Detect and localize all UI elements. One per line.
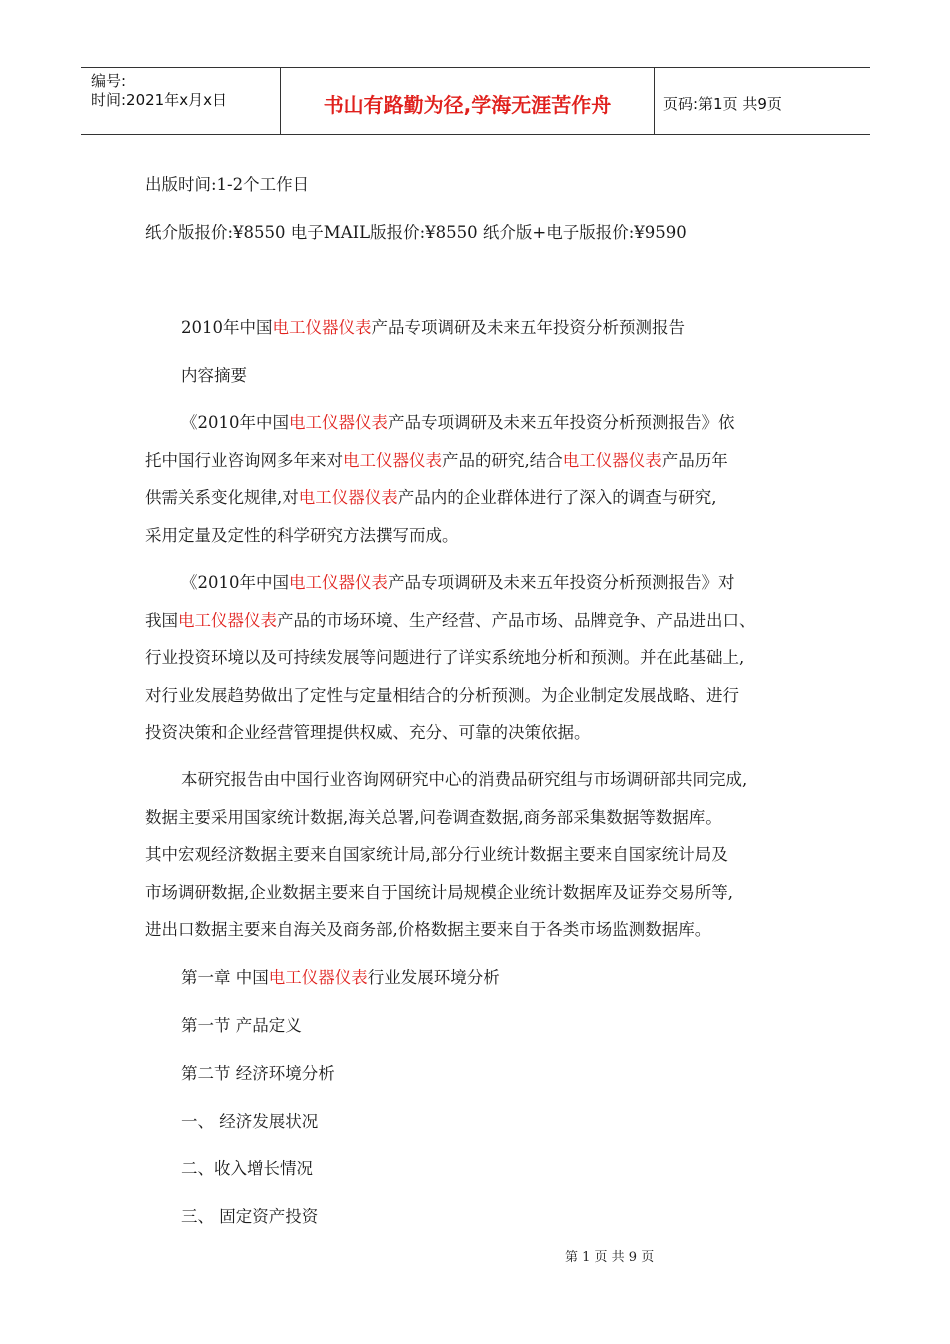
summary-heading: 内容摘要 (181, 366, 247, 385)
para3-line: 市场调研数据,企业数据主要来自于国统计局规模企业统计数据库及证券交易所等, (145, 883, 733, 902)
para2-line: 我国电工仪器仪表产品的市场环境、生产经营、产品市场、品牌竞争、产品进出口、 (145, 611, 756, 630)
para3-line: 其中宏观经济数据主要来自国家统计局,部分行业统计数据主要来自国家统计局及 (145, 845, 728, 864)
toc-chapter-1: 第一章 中国电工仪器仪表行业发展环境分析 (181, 968, 500, 987)
para3-line: 本研究报告由中国行业咨询网研究中心的消费品研究组与市场调研部共同完成, (181, 770, 748, 789)
para2-line: 《2010年中国电工仪器仪表产品专项调研及未来五年投资分析预测报告》对 (181, 573, 735, 592)
header-motto: 书山有路勤为径,学海无涯苦作舟 (281, 68, 655, 134)
time-label: 时间:2021年x月x日 (91, 91, 227, 109)
para1-line: 《2010年中国电工仪器仪表产品专项调研及未来五年投资分析预测报告》依 (181, 413, 735, 432)
header-meta (81, 68, 281, 134)
footer-page-number: 第 1 页 共 9 页 (565, 1250, 655, 1265)
para2-line: 投资决策和企业经营管理提供权威、充分、可靠的决策依据。 (145, 723, 591, 742)
toc-item-1: 一、 经济发展状况 (181, 1112, 319, 1131)
toc-item-3: 三、 固定资产投资 (181, 1207, 319, 1226)
price-info: 纸介版报价:¥8550 电子MAIL版报价:¥8550 纸介版+电子版报价:¥9590 (145, 223, 687, 242)
para3-line: 进出口数据主要来自海关及商务部,价格数据主要来自于各类市场监测数据库。 (145, 920, 712, 939)
para1-line: 采用定量及定性的科学研究方法撰写而成。 (145, 526, 459, 545)
para3-line: 数据主要采用国家统计数据,海关总署,问卷调查数据,商务部采集数据等数据库。 (145, 808, 722, 827)
page-header (81, 67, 870, 135)
para2-line: 行业投资环境以及可持续发展等问题进行了详实系统地分析和预测。并在此基础上, (145, 648, 745, 667)
number-label: 编号: (91, 72, 127, 90)
toc-item-2: 二、收入增长情况 (181, 1159, 313, 1178)
publish-time: 出版时间:1-2个工作日 (145, 175, 310, 194)
toc-section-1: 第一节 产品定义 (181, 1016, 302, 1035)
para2-line: 对行业发展趋势做出了定性与定量相结合的分析预测。为企业制定发展战略、进行 (145, 686, 739, 705)
report-title: 2010年中国电工仪器仪表产品专项调研及未来五年投资分析预测报告 (181, 318, 685, 337)
header-page-info: 页码:第1页 共9页 (663, 94, 782, 113)
para1-line: 托中国行业咨询网多年来对电工仪器仪表产品的研究,结合电工仪器仪表产品历年 (145, 451, 728, 470)
para1-line: 供需关系变化规律,对电工仪器仪表产品内的企业群体进行了深入的调查与研究, (145, 488, 717, 507)
toc-section-2: 第二节 经济环境分析 (181, 1064, 335, 1083)
